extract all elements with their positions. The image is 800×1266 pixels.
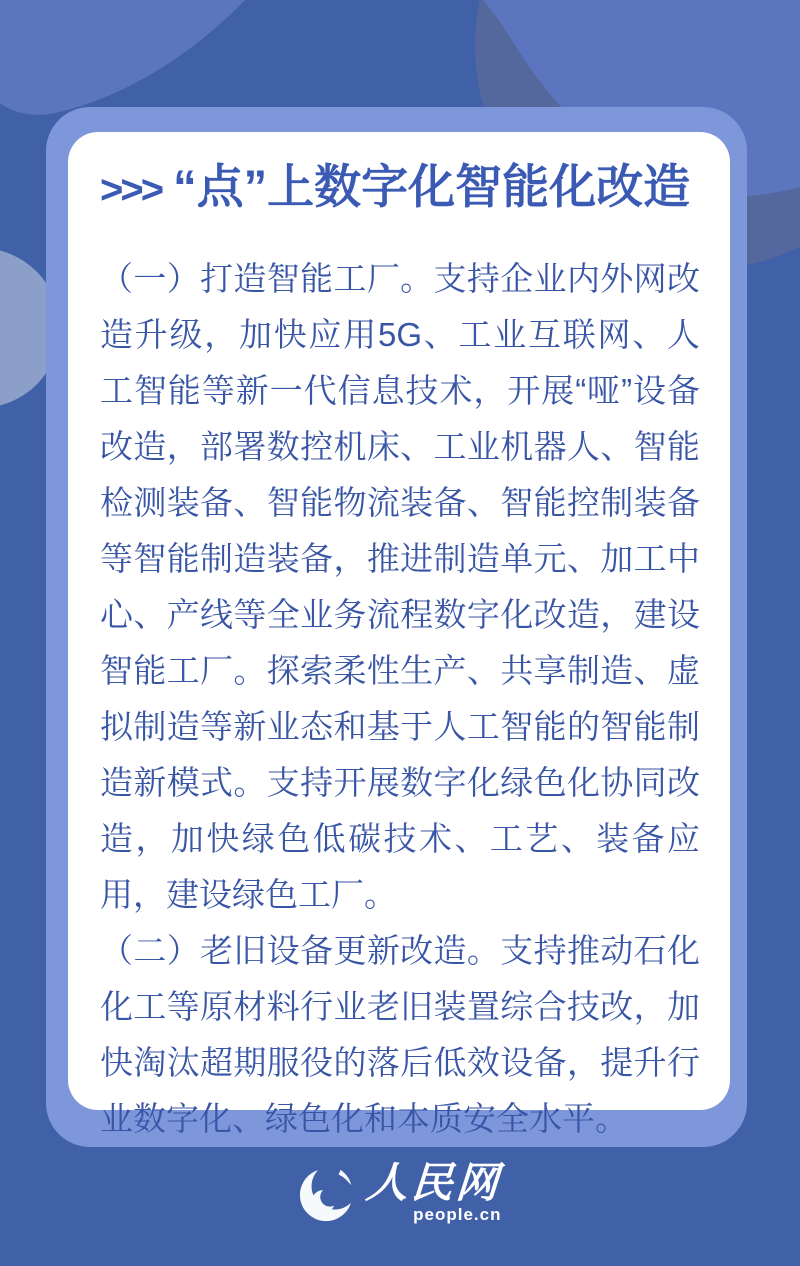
- people-cn-logo-icon: [298, 1162, 356, 1226]
- title-arrows-icon: >>>: [100, 168, 162, 212]
- title-text: “点”上数字化智能化改造: [173, 160, 691, 213]
- poster-title: [100, 150, 700, 217]
- site-name: 人民网: [364, 1159, 504, 1206]
- logo-text: [364, 1159, 504, 1225]
- footer-logo: [0, 1159, 800, 1226]
- content-card: [68, 132, 730, 1137]
- body-text: [100, 251, 700, 1147]
- paragraph-1: （一）打造智能工厂。支持企业内外网改造升级，加快应用5G、工业互联网、人工智能等新一代信息技术，开展“哑”设备改造，部署数控机床、工业机器人、智能检测装备、智能物流装备、智能控制装备等智能制造装备，推进制造单元、加工中心、产线等全业务流程数字化改造，建设智能工厂。探索柔性生产、共享制造、虚拟制造等新业态和基于人工智能的智能制造新模式。支持开展数字化绿色化协同改造，加快绿色低碳技术、工艺、装备应用，建设绿色工厂。: [100, 260, 700, 913]
- site-domain: people.cn: [413, 1205, 502, 1224]
- paragraph-2: （二）老旧设备更新改造。支持推动石化化工等原材料行业老旧装置综合技改，加快淘汰超期服役的落后低效设备，提升行业数字化、绿色化和本质安全水平。: [100, 932, 700, 1137]
